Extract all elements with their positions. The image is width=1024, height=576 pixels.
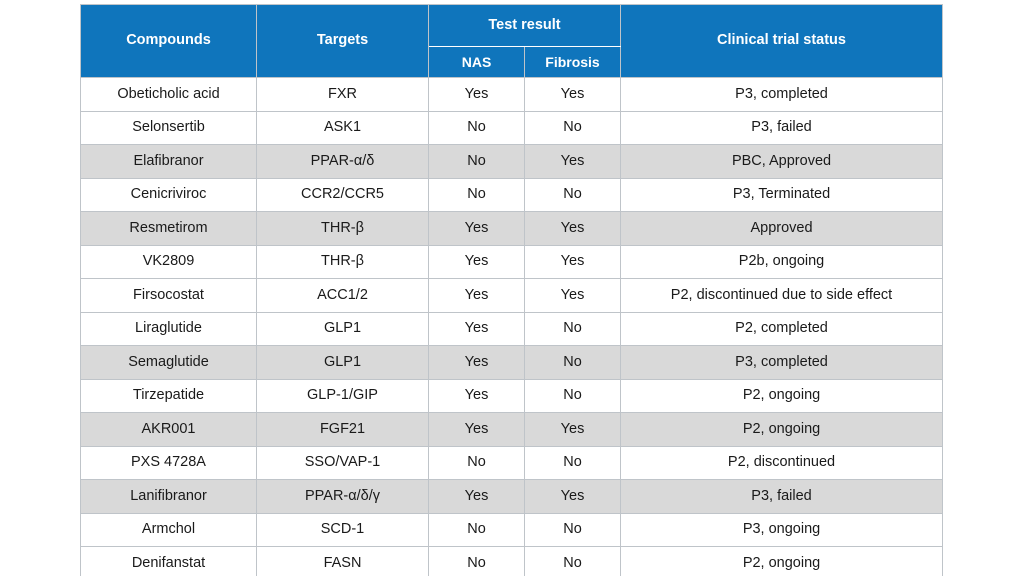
table-row (81, 413, 943, 447)
cell-fibrosis: No (525, 547, 621, 576)
table-row (81, 547, 943, 576)
cell-status: P3, completed (621, 78, 943, 112)
cell-status: Approved (621, 212, 943, 246)
column-header-clinical-trial-status: Clinical trial status (621, 5, 943, 78)
table-row (81, 379, 943, 413)
cell-status: P2, ongoing (621, 379, 943, 413)
cell-status: P2, discontinued due to side effect (621, 279, 943, 313)
compounds-table (80, 4, 943, 576)
table-row (81, 346, 943, 380)
cell-nas: Yes (429, 245, 525, 279)
cell-compound: Armchol (81, 513, 257, 547)
table-row (81, 178, 943, 212)
cell-fibrosis: Yes (525, 145, 621, 179)
table-row (81, 212, 943, 246)
table-row (81, 446, 943, 480)
cell-compound: Obeticholic acid (81, 78, 257, 112)
cell-compound: Selonsertib (81, 111, 257, 145)
cell-fibrosis: No (525, 379, 621, 413)
cell-compound: Lanifibranor (81, 480, 257, 514)
table-row (81, 480, 943, 514)
cell-fibrosis: No (525, 346, 621, 380)
cell-status: P3, Terminated (621, 178, 943, 212)
cell-status: P2, ongoing (621, 413, 943, 447)
cell-nas: Yes (429, 312, 525, 346)
cell-target: ACC1/2 (257, 279, 429, 313)
cell-compound: Cenicriviroc (81, 178, 257, 212)
cell-target: CCR2/CCR5 (257, 178, 429, 212)
table-row (81, 111, 943, 145)
cell-compound: Tirzepatide (81, 379, 257, 413)
cell-target: PPAR-α/δ (257, 145, 429, 179)
cell-compound: Liraglutide (81, 312, 257, 346)
cell-status: P3, failed (621, 111, 943, 145)
cell-nas: Yes (429, 413, 525, 447)
cell-fibrosis: Yes (525, 212, 621, 246)
cell-compound: Semaglutide (81, 346, 257, 380)
table-row (81, 312, 943, 346)
table-header (81, 5, 943, 78)
column-header-nas: NAS (429, 47, 525, 78)
cell-target: FASN (257, 547, 429, 576)
cell-fibrosis: Yes (525, 245, 621, 279)
cell-status: P2b, ongoing (621, 245, 943, 279)
cell-nas: Yes (429, 212, 525, 246)
cell-status: P3, failed (621, 480, 943, 514)
cell-status: P2, discontinued (621, 446, 943, 480)
cell-nas: Yes (429, 346, 525, 380)
cell-target: SCD-1 (257, 513, 429, 547)
cell-fibrosis: Yes (525, 480, 621, 514)
cell-target: FXR (257, 78, 429, 112)
cell-nas: Yes (429, 480, 525, 514)
table-row (81, 145, 943, 179)
table-row (81, 78, 943, 112)
cell-fibrosis: No (525, 111, 621, 145)
compounds-table-container (80, 4, 942, 576)
cell-status: P3, completed (621, 346, 943, 380)
cell-status: P2, completed (621, 312, 943, 346)
cell-target: GLP1 (257, 312, 429, 346)
cell-fibrosis: No (525, 312, 621, 346)
cell-compound: Firsocostat (81, 279, 257, 313)
cell-status: P2, ongoing (621, 547, 943, 576)
cell-target: PPAR-α/δ/γ (257, 480, 429, 514)
cell-nas: Yes (429, 279, 525, 313)
cell-compound: Denifanstat (81, 547, 257, 576)
cell-fibrosis: Yes (525, 413, 621, 447)
cell-target: SSO/VAP-1 (257, 446, 429, 480)
cell-status: PBC, Approved (621, 145, 943, 179)
cell-fibrosis: Yes (525, 78, 621, 112)
cell-nas: No (429, 513, 525, 547)
column-header-targets: Targets (257, 5, 429, 78)
table-row (81, 279, 943, 313)
cell-nas: No (429, 111, 525, 145)
table-row (81, 245, 943, 279)
cell-target: FGF21 (257, 413, 429, 447)
cell-nas: No (429, 547, 525, 576)
cell-nas: Yes (429, 379, 525, 413)
cell-compound: PXS 4728A (81, 446, 257, 480)
cell-nas: Yes (429, 78, 525, 112)
cell-target: ASK1 (257, 111, 429, 145)
cell-nas: No (429, 145, 525, 179)
column-header-compounds: Compounds (81, 5, 257, 78)
column-header-test-result: Test result (429, 5, 621, 47)
cell-fibrosis: Yes (525, 279, 621, 313)
cell-fibrosis: No (525, 446, 621, 480)
cell-compound: AKR001 (81, 413, 257, 447)
cell-target: GLP1 (257, 346, 429, 380)
cell-fibrosis: No (525, 178, 621, 212)
cell-nas: No (429, 446, 525, 480)
cell-compound: Elafibranor (81, 145, 257, 179)
cell-target: THR-β (257, 245, 429, 279)
cell-compound: Resmetirom (81, 212, 257, 246)
cell-compound: VK2809 (81, 245, 257, 279)
table-row (81, 513, 943, 547)
table-body (81, 78, 943, 576)
header-row-primary (81, 5, 943, 47)
cell-nas: No (429, 178, 525, 212)
cell-target: THR-β (257, 212, 429, 246)
column-header-fibrosis: Fibrosis (525, 47, 621, 78)
cell-status: P3, ongoing (621, 513, 943, 547)
cell-fibrosis: No (525, 513, 621, 547)
cell-target: GLP-1/GIP (257, 379, 429, 413)
